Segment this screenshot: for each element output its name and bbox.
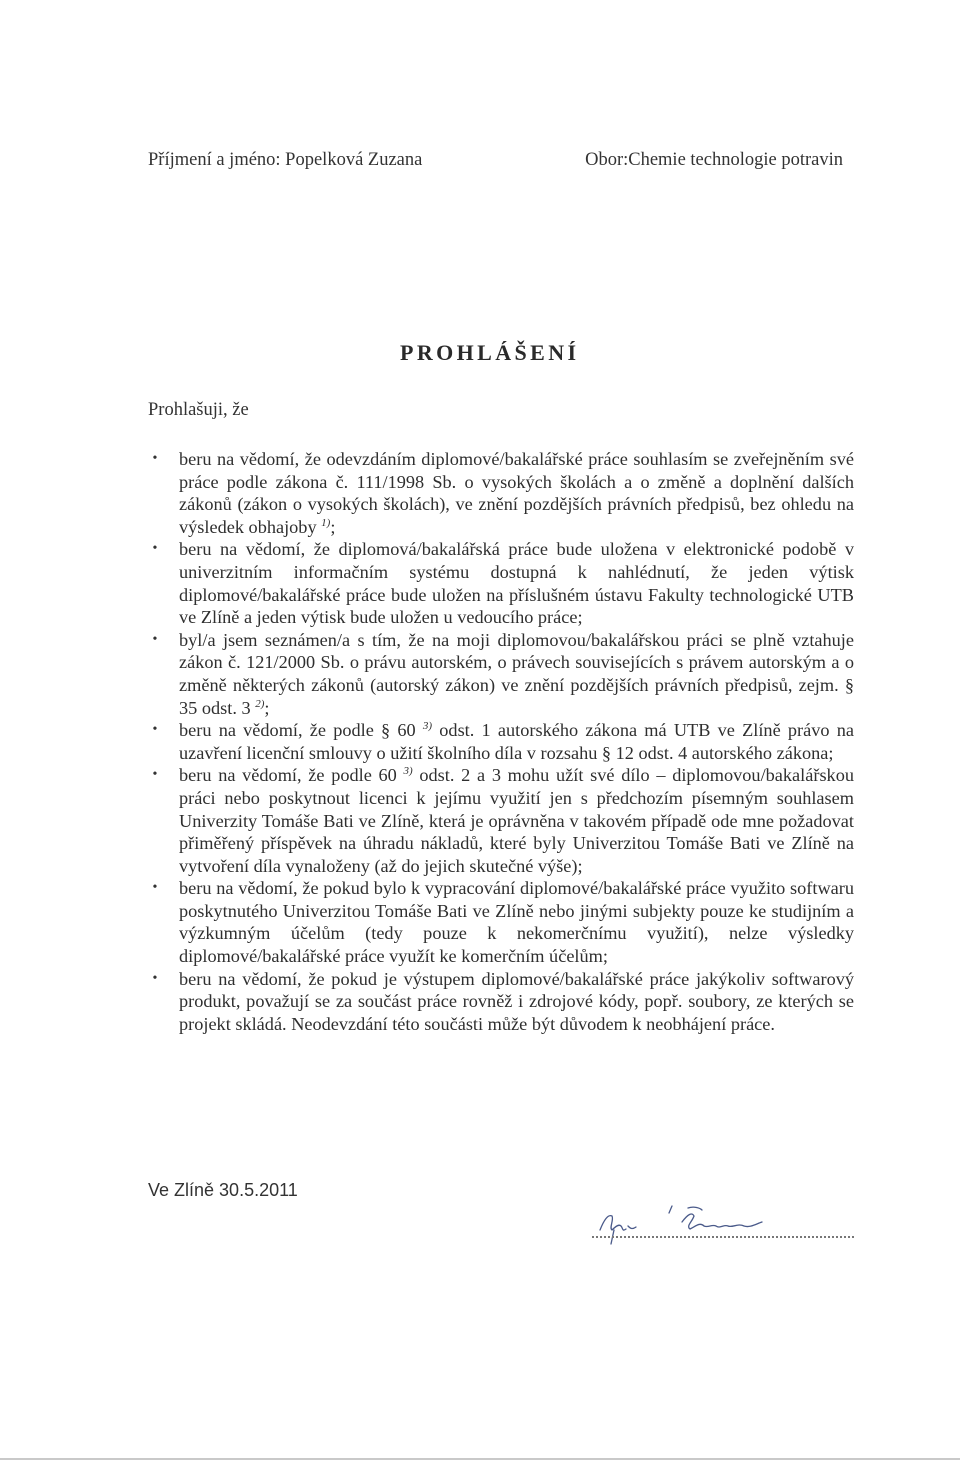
declaration-item [148,538,854,628]
signature [592,1196,854,1248]
bullet-icon: • [152,631,158,647]
declaration-item [148,968,854,1036]
item-text-end: ; [264,697,270,718]
footnote-ref: 3) [403,765,413,778]
document-title: PROHLÁŠENÍ [400,340,580,365]
item-text-end: odst. 1 autorského zákona má UTB ve Zlíně právo na uzavření licenční smlouvy o užití školního díla v rozsahu § 12 odst. 4 autorského zákona; [179,720,854,763]
item-text: beru na vědomí, že diplomová/bakalářská práce bude uložena v elektronické podobě v univerzitním informačním systému dostupná k nahlédnutí, že jeden výtisk diplomové/bakalářské práce bude uložen na příslušném ústavu Fakulty technologické UTB ve Zlíně a jeden výtisk bude uložen u vedoucího práce; [179,539,854,628]
item-text: beru na vědomí, že pokud bylo k vypracování diplomové/bakalářské práce využito softwaru poskytnutého Univerzitou Tomáše Bati ve Zlíně nebo jinými subjekty pouze ke studijním a výzkumným účelům (tedy pouze k nekomerčnímu využití), nelze výsledky diplomové/bakalářské práce využít ke komerčním účelům; [179,878,854,967]
item-text: beru na vědomí, že pokud je výstupem diplomové/bakalářské práce jakýkoliv softwarový produkt, považují se za součást práce rovněž i zdrojové kódy, popř. soubory, ze kterých se projekt skládá. Neodevzdání této součásti může být důvodem k neobhájení práce. [179,968,854,1034]
intro-text: Prohlašuji, že [148,400,249,420]
bullet-icon: • [152,541,158,557]
bottom-divider [0,1458,960,1460]
footnote-ref: 3) [422,720,433,733]
field-of-study-line: Obor:Chemie technologie potravin [585,150,843,170]
bullet-icon: • [152,767,158,783]
item-text-end: odst. 2 a 3 mohu užít své dílo – diplomovou/bakalářskou práci nebo poskytnout licenci k jejímu využití jen s předchozím písemným souhlasem Univerzity Tomáše Bati ve Zlíně, která je oprávněna v takovém případě ode mne požadovat přiměřený příspěvek na úhradu nákladů, které byly Univerzitou Tomáše Bati ve Zlíně na vytvoření díla vynaloženy (až do jejich skutečné výše); [179,765,854,876]
item-text-end: ; [330,516,336,537]
declaration-list [148,448,854,1035]
place-and-date: Ve Zlíně 30.5.2011 [148,1180,298,1200]
footnote-ref: 1) [321,516,331,529]
item-text: beru na vědomí, že podle 60 [179,765,404,786]
declaration-item [148,764,854,877]
item-text: beru na vědomí, že podle § 60 [179,720,423,741]
footnote-ref: 2) [255,697,265,710]
declaration-item [148,448,854,538]
signature-line [592,1236,854,1238]
item-text: byl/a jsem seznámen/a s tím, že na moji diplomovou/bakalářskou práci se plně vztahuje zákon č. 121/2000 Sb. o právu autorském, o právech souvisejících s právem autorským a o změně některých zákonů (autorský zákon) ve znění pozdějších právních předpisů, zejm. § 35 odst. 3 [179,629,854,718]
declaration-item [148,719,854,764]
declaration-item [148,629,854,719]
declaration-item [148,877,854,967]
bullet-icon: • [152,722,158,738]
name-line: Příjmení a jméno: Popelková Zuzana [148,150,423,170]
bullet-icon: • [152,880,158,896]
handwritten-signature-icon [592,1196,854,1248]
item-text: beru na vědomí, že odevzdáním diplomové/bakalářské práce souhlasím se zveřejněním své práce podle zákona č. 111/1998 Sb. o vysokých školách a o změně a doplnění dalších zákonů (zákon o vysokých školách), ve znění pozdějších právních předpisů, bez ohledu na výsledek obhajoby [179,449,854,537]
bullet-icon: • [152,451,158,466]
bullet-icon: • [152,970,158,986]
